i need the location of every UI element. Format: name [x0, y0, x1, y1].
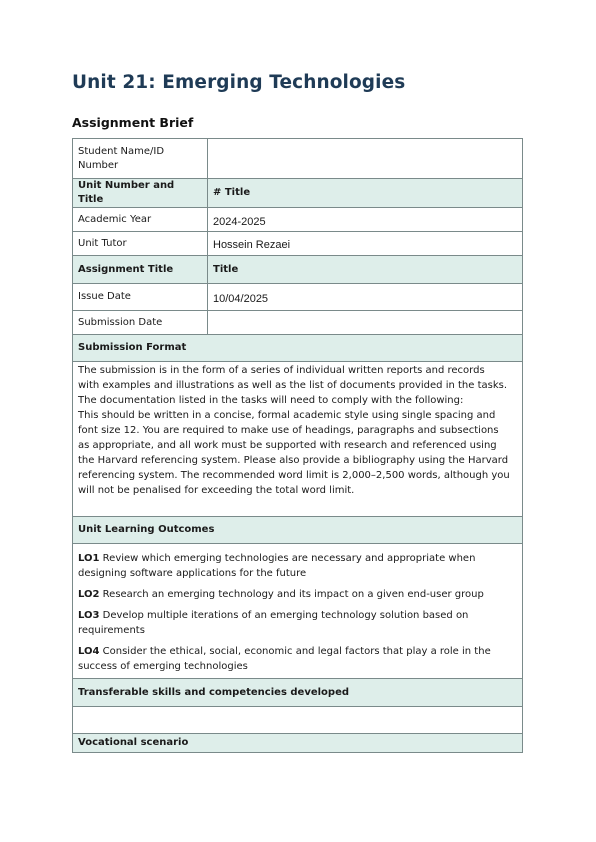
submission-format-heading: Submission Format — [73, 335, 523, 362]
unit-row — [73, 179, 523, 208]
learning-outcomes-heading: Unit Learning Outcomes — [73, 517, 523, 544]
learning-outcome-1 — [78, 551, 517, 581]
learning-outcomes-body — [73, 544, 523, 679]
submission-format-paragraph — [78, 362, 517, 498]
transferable-skills-heading: Transferable skills and competencies developed — [73, 679, 523, 707]
format-line: font size 12. You are required to make use of headings, paragraphs and subsections — [78, 425, 499, 436]
lo-text: Develop multiple iterations of an emerging technology solution based on — [99, 610, 469, 621]
unit-tutor-row — [73, 232, 523, 256]
unit-value: # Title — [208, 179, 523, 208]
lo-text: Review which emerging technologies are necessary and appropriate when — [99, 553, 476, 564]
assignment-title-label: Assignment Title — [73, 256, 208, 284]
student-row — [73, 139, 523, 179]
format-line: as appropriate, and all work must be supported with research and referenced using — [78, 440, 497, 451]
lo-text-continued: requirements — [78, 625, 145, 636]
assignment-title-row — [73, 256, 523, 284]
format-line: will not be penalised for exceeding the total word limit. — [78, 485, 355, 496]
format-line: This should be written in a concise, formal academic style using single spacing and — [78, 410, 496, 421]
submission-date-label: Submission Date — [73, 311, 208, 335]
learning-outcome-2 — [78, 587, 517, 602]
submission-format-heading-row — [73, 335, 523, 362]
assignment-title-value: Title — [208, 256, 523, 284]
learning-outcome-3 — [78, 608, 517, 638]
lo-code: LO4 — [78, 646, 100, 657]
assignment-brief-table — [72, 138, 523, 753]
vocational-scenario-heading: Vocational scenario — [73, 734, 523, 753]
lo-text-continued: success of emerging technologies — [78, 661, 248, 672]
page-title: Unit 21: Emerging Technologies — [72, 72, 406, 93]
transferable-skills-body — [73, 707, 523, 734]
issue-date-value: 10/04/2025 — [208, 284, 523, 311]
transferable-skills-heading-row — [73, 679, 523, 707]
student-label: Student Name/ID Number — [73, 139, 208, 179]
submission-format-body-row — [73, 362, 523, 517]
unit-tutor-label: Unit Tutor — [73, 232, 208, 256]
lo-code: LO2 — [78, 589, 100, 600]
lo-text-continued: designing software applications for the future — [78, 568, 307, 579]
academic-year-value: 2024-2025 — [208, 208, 523, 232]
format-line: referencing system. The recommended word limit is 2,000–2,500 words, although you — [78, 470, 510, 481]
lo-code: LO3 — [78, 610, 100, 621]
academic-year-row — [73, 208, 523, 232]
issue-date-row — [73, 284, 523, 311]
academic-year-label: Academic Year — [73, 208, 208, 232]
learning-outcome-4 — [78, 644, 517, 674]
lo-text: Consider the ethical, social, economic and legal factors that play a role in the — [99, 646, 491, 657]
transferable-skills-body-row — [73, 707, 523, 734]
assignment-brief-heading: Assignment Brief — [72, 115, 194, 130]
submission-format-body — [73, 362, 523, 517]
learning-outcomes-body-row — [73, 544, 523, 679]
format-line: the Harvard referencing system. Please also provide a bibliography using the Harvard — [78, 455, 509, 466]
unit-label: Unit Number and Title — [73, 179, 208, 208]
format-line: with examples and illustrations as well as the list of documents provided in the tasks. — [78, 380, 508, 391]
submission-date-row — [73, 311, 523, 335]
lo-code: LO1 — [78, 553, 100, 564]
unit-tutor-value: Hossein Rezaei — [208, 232, 523, 256]
submission-date-value — [208, 311, 523, 335]
learning-outcomes-heading-row — [73, 517, 523, 544]
format-line: The submission is in the form of a series of individual written reports and records — [78, 365, 485, 376]
student-value — [208, 139, 523, 179]
lo-text: Research an emerging technology and its impact on a given end-user group — [99, 589, 484, 600]
vocational-scenario-heading-row — [73, 734, 523, 753]
issue-date-label: Issue Date — [73, 284, 208, 311]
format-line: The documentation listed in the tasks will need to comply with the following: — [78, 395, 464, 406]
